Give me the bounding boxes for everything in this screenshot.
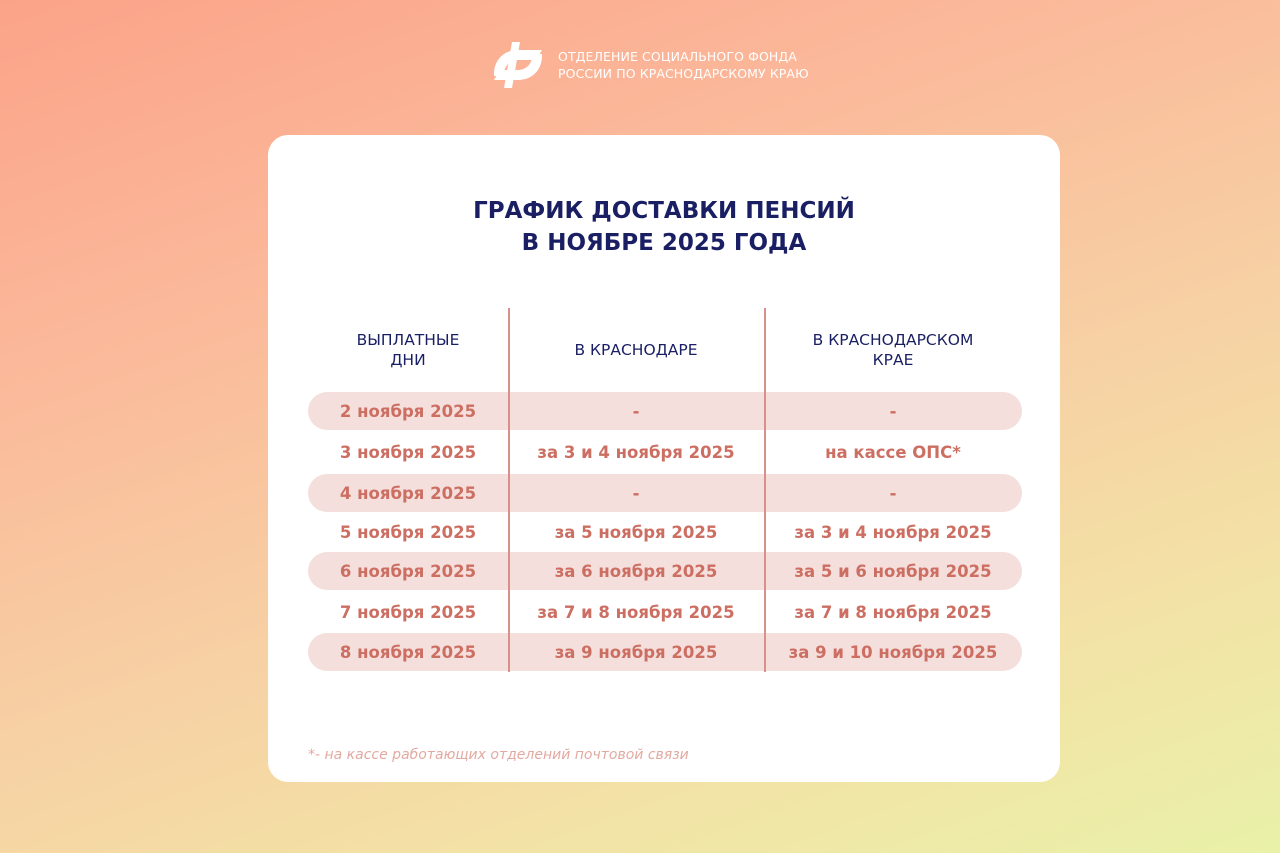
column-header-days [308,308,508,392]
cell-day: 7 ноября 2025 [339,602,477,622]
cell-day: 3 ноября 2025 [339,442,477,462]
org-name [558,48,809,82]
footnote: *- на кассе работающих отделений почтовой связи [308,747,689,763]
cell-krasnodar: - [632,401,640,421]
org-name-line1: ОТДЕЛЕНИЕ СОЦИАЛЬНОГО ФОНДА [558,49,797,64]
cell-krai: - [889,401,897,421]
column-divider [764,308,766,672]
title-line1: ГРАФИК ДОСТАВКИ ПЕНСИЙ [473,198,855,224]
column-header-line: КРАЕ [872,351,914,369]
table-row [308,513,1022,551]
cell-krai: за 3 и 4 ноября 2025 [794,522,992,542]
cell-day: 8 ноября 2025 [339,642,477,662]
org-header [490,40,809,90]
cell-krai: на кассе ОПС* [825,442,961,462]
column-header-line: В КРАСНОДАРСКОМ [812,331,974,349]
cell-krai: за 7 и 8 ноября 2025 [794,602,992,622]
cell-day: 5 ноября 2025 [339,522,477,542]
cell-day: 6 ноября 2025 [339,561,477,581]
cell-day: 4 ноября 2025 [339,483,477,503]
schedule-card [268,135,1060,782]
column-divider [508,308,510,672]
cell-krasnodar: за 7 и 8 ноября 2025 [537,602,735,622]
title-line2: В НОЯБРЕ 2025 ГОДА [521,230,807,256]
table-row [308,392,1022,430]
column-header-krasnodar [508,308,764,392]
cell-krasnodar: за 9 ноября 2025 [554,642,718,662]
table-row [308,474,1022,512]
sfr-logo-icon [490,40,546,90]
cell-day: 2 ноября 2025 [339,401,477,421]
cell-krai: - [889,483,897,503]
table-row [308,593,1022,631]
table-row [308,433,1022,471]
cell-krasnodar: - [632,483,640,503]
column-header-krai [764,308,1022,392]
table-row [308,552,1022,590]
column-header-line: ВЫПЛАТНЫЕ [356,331,460,349]
cell-krasnodar: за 3 и 4 ноября 2025 [537,442,735,462]
column-header-line: В КРАСНОДАРЕ [574,341,698,359]
org-name-line2: РОССИИ ПО КРАСНОДАРСКОМУ КРАЮ [558,66,809,81]
page-title [268,195,1060,259]
cell-krai: за 9 и 10 ноября 2025 [788,642,998,662]
column-header-line: ДНИ [390,351,426,369]
cell-krai: за 5 и 6 ноября 2025 [794,561,992,581]
cell-krasnodar: за 6 ноября 2025 [554,561,718,581]
table-row [308,633,1022,671]
cell-krasnodar: за 5 ноября 2025 [554,522,718,542]
